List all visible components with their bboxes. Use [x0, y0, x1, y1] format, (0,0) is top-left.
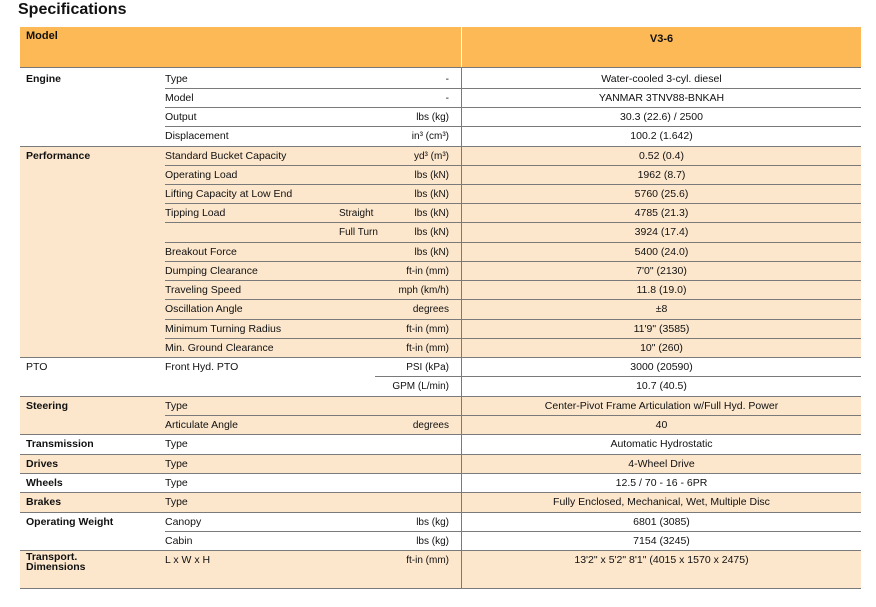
model-label: Model [26, 30, 58, 42]
spec-unit: lbs (kg) [416, 112, 449, 123]
spec-name: Type [165, 400, 188, 412]
table-header [20, 27, 861, 68]
table-row [20, 89, 861, 108]
spec-value: Center-Pivot Frame Articulation w/Full Hyd. Power [544, 400, 779, 412]
spec-unit: PSI (kPa) [406, 362, 449, 373]
spec-value: 6801 (3085) [633, 516, 690, 528]
spec-unit: - [445, 93, 449, 104]
spec-value: YANMAR 3TNV88-BNKAH [598, 92, 725, 104]
spec-condition: Straight [339, 208, 374, 219]
table-row [20, 127, 861, 147]
table-row [20, 474, 861, 493]
spec-unit: degrees [412, 304, 449, 315]
spec-value: 11'9" (3585) [633, 323, 690, 335]
table-row [20, 532, 861, 551]
spec-value: 10" (260) [640, 342, 683, 354]
spec-value: 11.8 (19.0) [636, 284, 687, 296]
spec-value: 4-Wheel Drive [628, 458, 695, 470]
spec-value: 13'2" x 5'2" 8'1" (4015 x 1570 x 2475) [574, 554, 749, 566]
spec-name: Type [165, 73, 188, 85]
spec-unit: ft-in (mm) [406, 324, 449, 335]
spec-value: 5400 (24.0) [634, 246, 689, 258]
spec-name: Model [165, 92, 194, 104]
spec-name: Dumping Clearance [165, 265, 258, 277]
table-row [20, 300, 861, 320]
spec-value: 1962 (8.7) [637, 169, 686, 181]
spec-name: Type [165, 458, 188, 470]
spec-value: 3000 (20590) [630, 361, 693, 373]
spec-value: 4785 (21.3) [634, 207, 689, 219]
spec-value: 10.7 (40.5) [636, 380, 687, 392]
spec-unit: lbs (kg) [416, 517, 449, 528]
spec-name: L x W x H [165, 554, 211, 566]
spec-name: Type [165, 477, 188, 489]
spec-value: 12.5 / 70 - 16 - 6PR [615, 477, 708, 489]
section-label: Drives [26, 458, 59, 470]
spec-value: 3924 (17.4) [634, 226, 689, 238]
spec-name: Articulate Angle [165, 419, 238, 431]
spec-value: 0.52 (0.4) [639, 150, 684, 162]
spec-unit: in³ (cm³) [411, 131, 449, 142]
table-row [20, 166, 861, 185]
table-row [20, 435, 861, 455]
page-title: Specifications [18, 1, 127, 18]
spec-value: Automatic Hydrostatic [610, 438, 713, 450]
spec-value: Water-cooled 3-cyl. diesel [601, 73, 722, 85]
table-row [20, 339, 861, 358]
spec-name: Breakout Force [165, 246, 237, 258]
spec-value: Fully Enclosed, Mechanical, Wet, Multiple Disc [553, 496, 770, 508]
table-row [20, 397, 861, 416]
spec-unit: ft-in (mm) [406, 343, 449, 354]
table-row [20, 223, 861, 243]
table-row [20, 147, 861, 166]
table-row [20, 358, 861, 377]
spec-unit: lbs (kN) [414, 227, 449, 238]
spec-value: 100.2 (1.642) [630, 130, 693, 142]
spec-value: ±8 [655, 303, 668, 315]
spec-unit: degrees [412, 420, 449, 431]
spec-unit: - [445, 74, 449, 85]
spec-name: Min. Ground Clearance [165, 342, 274, 354]
spec-unit: ft-in (mm) [406, 266, 449, 277]
spec-value: 7154 (3245) [633, 535, 690, 547]
spec-unit: GPM (L/min) [392, 381, 449, 392]
spec-name: Lifting Capacity at Low End [165, 188, 293, 200]
spec-unit: lbs (kg) [416, 536, 449, 547]
table-row [20, 262, 861, 281]
table-row [20, 185, 861, 204]
spec-name: Front Hyd. PTO [165, 361, 239, 373]
model-value: V3-6 [649, 33, 674, 45]
spec-unit: lbs (kN) [414, 170, 449, 181]
spec-name: Minimum Turning Radius [165, 323, 282, 335]
spec-name: Standard Bucket Capacity [165, 150, 287, 162]
spec-value: 7'0" (2130) [636, 265, 687, 277]
spec-name: Type [165, 496, 188, 508]
section-label: Transmission [26, 438, 94, 450]
table-row [20, 416, 861, 435]
section-label: Performance [26, 150, 91, 162]
spec-name: Output [165, 111, 197, 123]
spec-unit: ft-in (mm) [406, 555, 449, 566]
spec-name: Type [165, 438, 188, 450]
spec-unit: mph (km/h) [398, 285, 449, 296]
spec-condition: Full Turn [339, 227, 378, 238]
table-row [20, 243, 861, 262]
spec-name: Cabin [165, 535, 193, 547]
spec-unit: lbs (kN) [414, 208, 449, 219]
spec-unit: lbs (kN) [414, 189, 449, 200]
spec-unit: lbs (kN) [414, 247, 449, 258]
section-label: PTO [26, 361, 48, 373]
spec-value: 5760 (25.6) [634, 188, 689, 200]
spec-value: 40 [655, 419, 668, 431]
section-label: Steering [26, 400, 69, 412]
spec-name: Tipping Load [165, 207, 226, 219]
spec-unit: yd³ (m³) [414, 151, 449, 162]
table-row [20, 108, 861, 127]
section-label: Engine [26, 73, 62, 85]
section-label: Transport. Dimensions [26, 551, 86, 573]
section-label: Brakes [26, 496, 62, 508]
table-row [20, 281, 861, 300]
spec-name: Canopy [165, 516, 202, 528]
spec-name: Displacement [165, 130, 229, 142]
table-row [20, 320, 861, 339]
section-label: Operating Weight [26, 516, 114, 528]
table-row [20, 513, 861, 532]
table-row [20, 493, 861, 513]
table-row [20, 204, 861, 223]
spec-value: 30.3 (22.6) / 2500 [620, 111, 703, 123]
table-row [20, 551, 861, 589]
table-row [20, 70, 861, 89]
section-label: Wheels [26, 477, 63, 489]
spec-name: Operating Load [165, 169, 238, 181]
spec-name: Oscillation Angle [165, 303, 243, 315]
spec-name: Traveling Speed [165, 284, 242, 296]
table-row [20, 455, 861, 474]
table-row [20, 377, 861, 397]
specifications-table [20, 27, 861, 589]
